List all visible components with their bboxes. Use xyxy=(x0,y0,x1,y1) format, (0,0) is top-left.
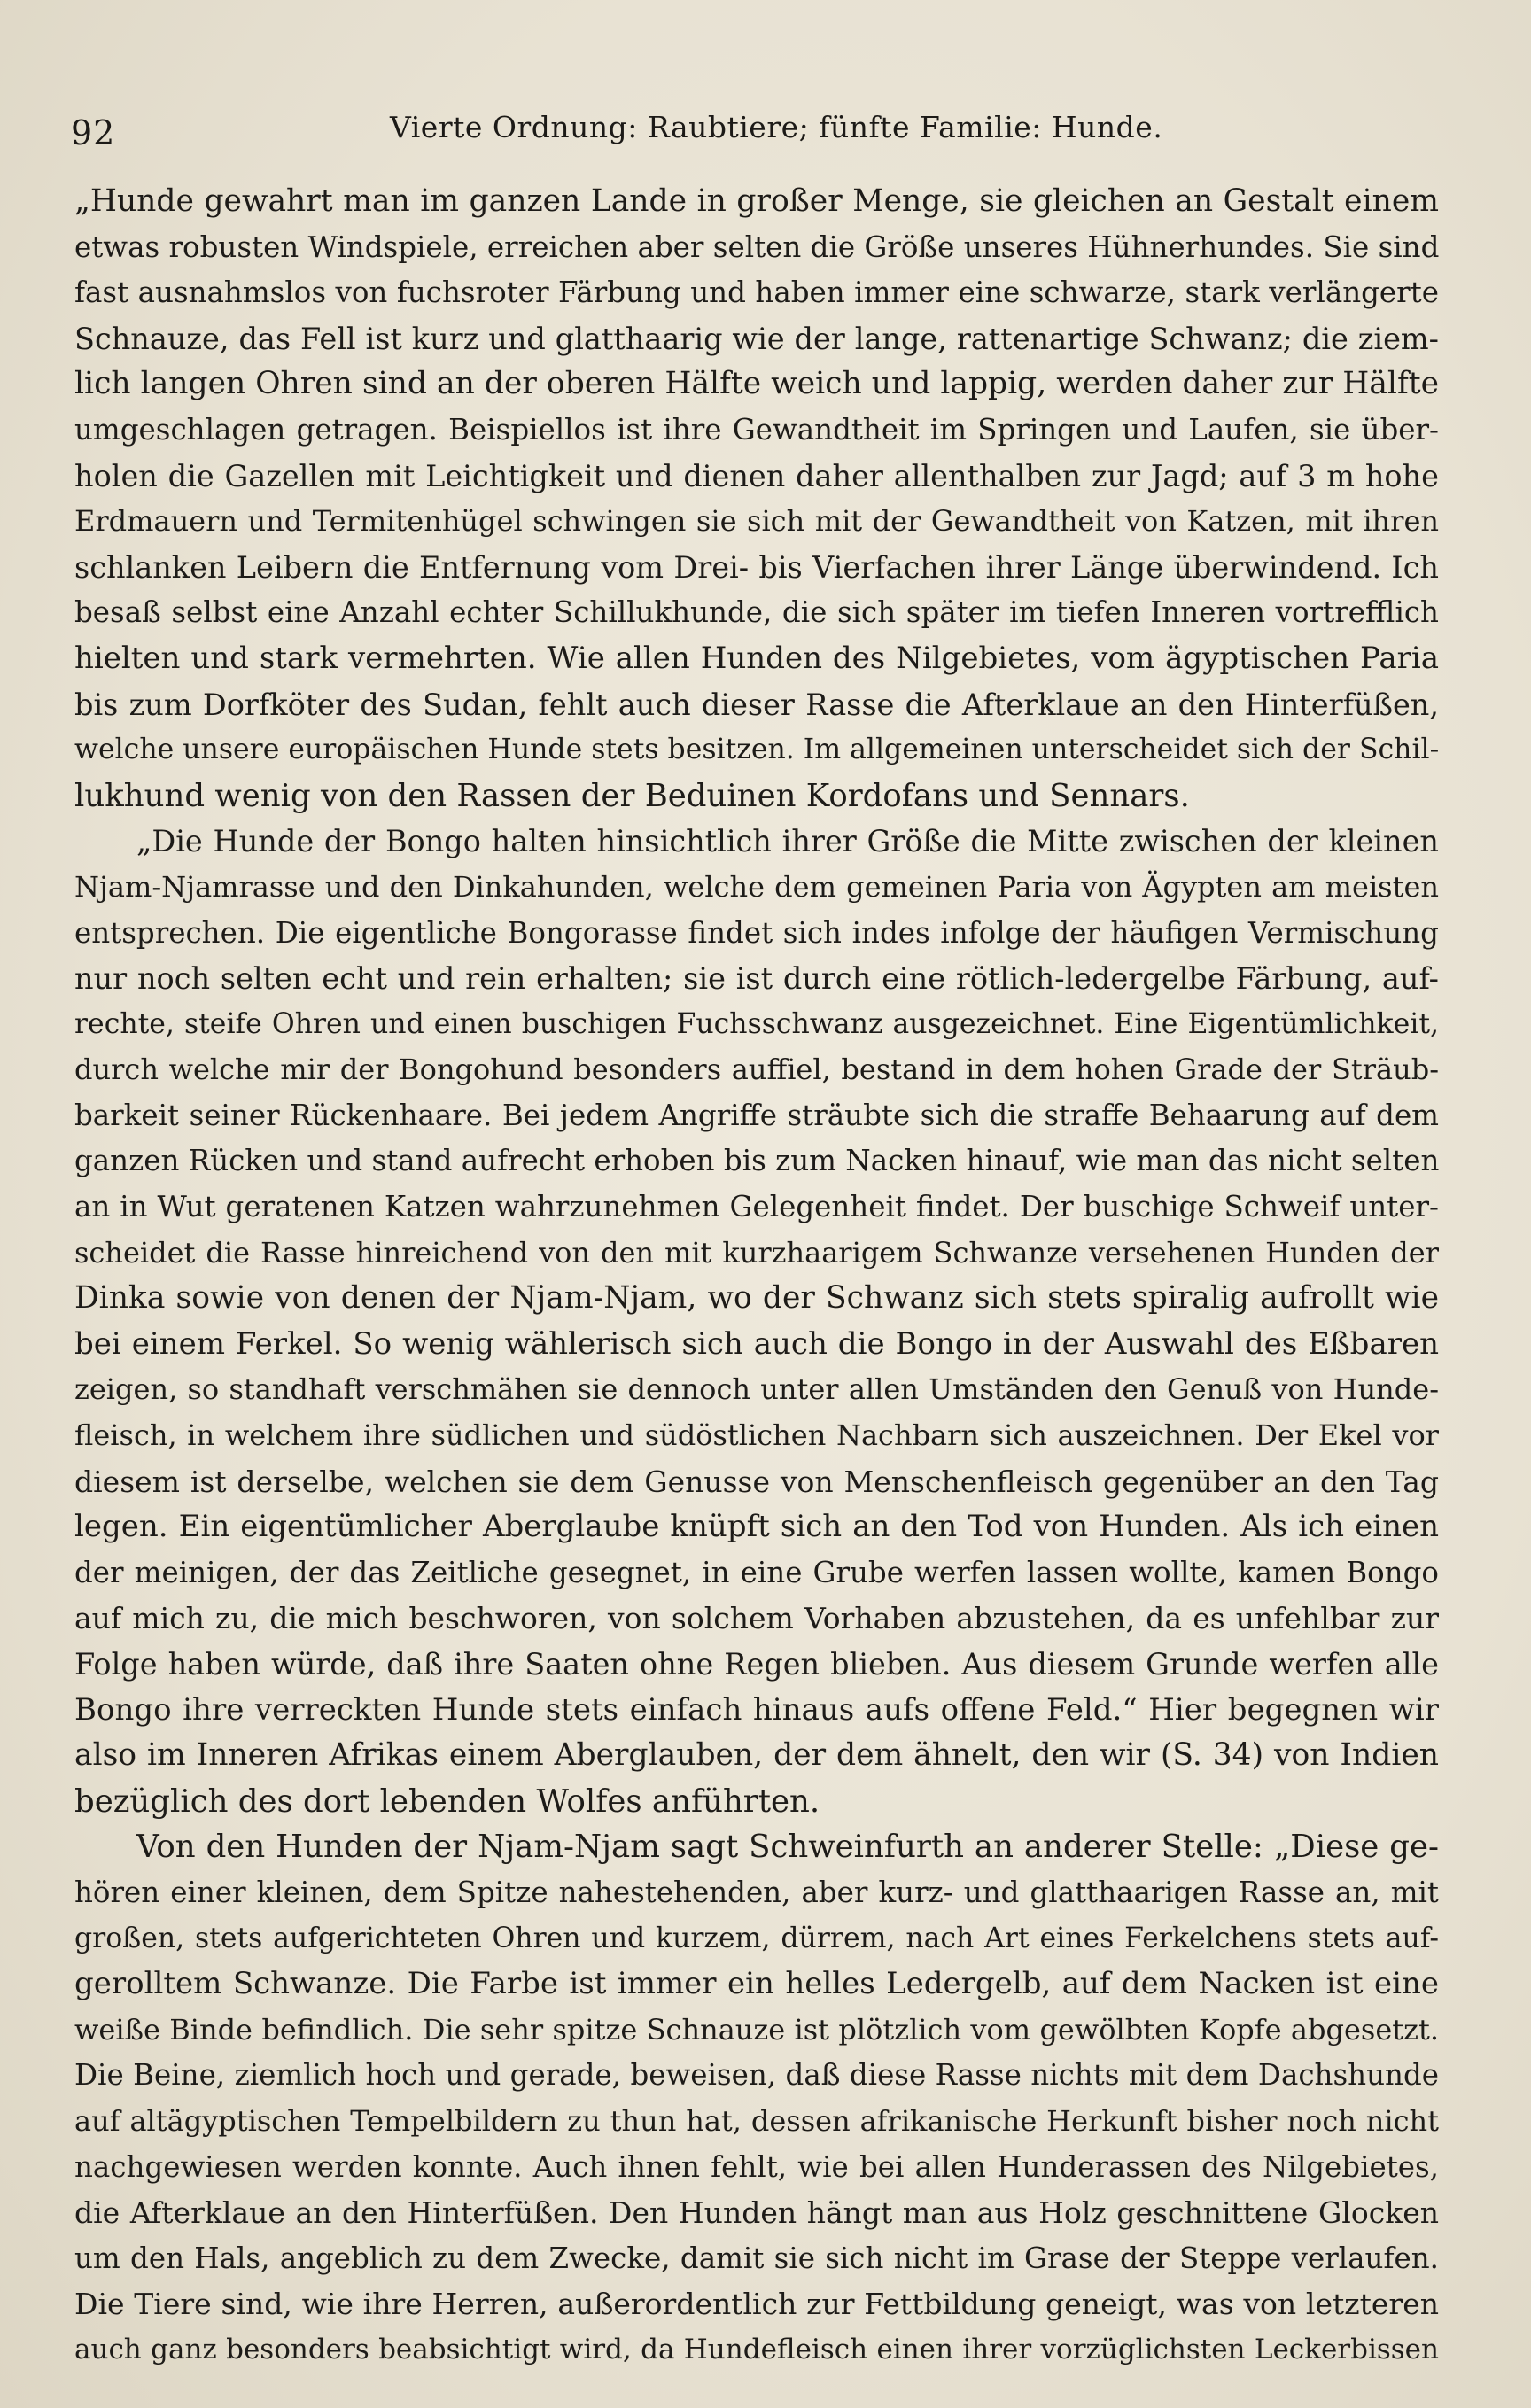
text-line: um den Hals, angeblich zu dem Zwecke, damit sie sich nicht im Grase der Steppe verlaufen. xyxy=(74,2241,1439,2275)
paragraph-njam-njam-dogs xyxy=(74,1824,1439,2373)
paragraph-bongo-dogs xyxy=(74,819,1439,1824)
text-line: ganzen Rücken und stand aufrecht erhoben bis zum Nacken hinauf, wie man das nicht selten xyxy=(74,1144,1439,1178)
text-line: lukhund wenig von den Rassen der Beduinen Kordofans und Sennars. xyxy=(74,777,1190,814)
text-line: „Hunde gewahrt man im ganzen Lande in großer Menge, sie gleichen an Gestalt einem xyxy=(74,183,1439,219)
text-line: scheidet die Rasse hinreichend von den mit kurzhaarigem Schwanze versehenen Hunden der xyxy=(74,1235,1439,1270)
text-line: Schnauze, das Fell ist kurz und glatthaarig wie der lange, rattenartige Schwanz; die ziem- xyxy=(74,321,1439,356)
text-line: Die Beine, ziemlich hoch und gerade, beweisen, daß diese Rasse nichts mit dem Dachshunde xyxy=(74,2058,1439,2093)
text-line: fast ausnahmslos von fuchsroter Färbung und haben immer eine schwarze, stark verlängerte xyxy=(74,276,1439,310)
text-line: weiße Binde befindlich. Die sehr spitze Schnauze ist plötzlich vom gewölbten Kopfe abgesetzt. xyxy=(74,2012,1439,2047)
text-line: schlanken Leibern die Entfernung vom Drei- bis Vierfachen ihrer Länge überwindend. Ich xyxy=(74,549,1439,585)
text-line: bis zum Dorfköter des Sudan, fehlt auch dieser Rasse die Afterklaue an den Hinterfüßen, xyxy=(74,687,1439,722)
text-line: Von den Hunden der Njam-Njam sagt Schweinfurth an anderer Stelle: „Diese ge- xyxy=(136,1829,1439,1866)
text-line: auch ganz besonders beabsichtigt wird, da Hundefleisch einen ihrer vorzüglichsten Leckerbissen xyxy=(74,2333,1439,2365)
text-line: zeigen, so standhaft verschmähen sie dennoch unter allen Umständen den Genuß von Hunde- xyxy=(74,1372,1439,1407)
text-line: gerolltem Schwanze. Die Farbe ist immer ein helles Ledergelb, auf dem Nacken ist eine xyxy=(74,1966,1439,2002)
paragraph-schilluk-dogs xyxy=(74,179,1439,819)
text-line: auf mich zu, die mich beschworen, von solchem Vorhaben abzustehen, da es unfehlbar zur xyxy=(74,1601,1439,1636)
text-line: hielten und stark vermehrten. Wie allen Hunden des Nilgebietes, vom ägyptischen Paria xyxy=(74,640,1439,676)
text-line: entsprechen. Die eigentliche Bongorasse findet sich indes infolge der häufigen Vermischung xyxy=(74,915,1439,950)
body-text xyxy=(74,179,1439,2373)
text-line: diesem ist derselbe, welchen sie dem Genusse von Menschenfleisch gegenüber an den Tag xyxy=(74,1464,1439,1499)
text-line: nachgewiesen werden konnte. Auch ihnen fehlt, wie bei allen Hunderassen des Nilgebietes, xyxy=(74,2149,1439,2184)
text-line: bezüglich des dort lebenden Wolfes anführten. xyxy=(74,1783,820,1820)
text-line: Njam-Njamrasse und den Dinkahunden, welche dem gemeinen Paria von Ägypten am meisten xyxy=(74,869,1439,904)
text-line: etwas robusten Windspiele, erreichen aber selten die Größe unseres Hühnerhundes. Sie sind xyxy=(74,229,1439,264)
running-head: Vierte Ordnung: Raubtiere; fünfte Familie: Hunde. xyxy=(390,110,1163,144)
text-line: Dinka sowie von denen der Njam-Njam, wo der Schwanz sich stets spiralig aufrollt wie xyxy=(74,1280,1439,1317)
text-line: Folge haben würde, daß ihre Saaten ohne Regen blieben. Aus diesem Grunde werfen alle xyxy=(74,1647,1439,1682)
text-line: Die Tiere sind, wie ihre Herren, außerordentlich zur Fettbildung geneigt, was von letzteren xyxy=(74,2287,1439,2322)
text-line: umgeschlagen getragen. Beispiellos ist ihre Gewandtheit im Springen und Laufen, sie über- xyxy=(74,412,1439,447)
text-line: großen, stets aufgerichteten Ohren und kurzem, dürrem, nach Art eines Ferkelchens stets auf- xyxy=(74,1922,1439,1954)
text-line: an in Wut geratenen Katzen wahrzunehmen Gelegenheit findet. Der buschige Schweif unter- xyxy=(74,1190,1439,1224)
text-line: durch welche mir der Bongohund besonders auffiel, bestand in dem hohen Grade der Sträub- xyxy=(74,1053,1439,1087)
text-line: nur noch selten echt und rein erhalten; sie ist durch eine rötlich-ledergelbe Färbung, auf- xyxy=(74,961,1439,997)
text-line: also im Inneren Afrikas einem Aberglauben, der dem ähnelt, den wir (S. 34) von Indien xyxy=(74,1737,1439,1774)
text-line: legen. Ein eigentümlicher Aberglaube knüpft sich an den Tod von Hunden. Als ich einen xyxy=(74,1509,1439,1545)
text-line: bei einem Ferkel. So wenig wählerisch sich auch die Bongo in der Auswahl des Eßbaren xyxy=(74,1325,1439,1362)
page-header xyxy=(71,106,1453,159)
text-line: welche unsere europäischen Hunde stets besitzen. Im allgemeinen unterscheidet sich der Schil- xyxy=(74,734,1439,766)
page-number: 92 xyxy=(71,113,116,152)
text-line: Erdmauern und Termitenhügel schwingen sie sich mit der Gewandtheit von Katzen, mit ihren xyxy=(74,504,1439,539)
text-line: besaß selbst eine Anzahl echter Schillukhunde, die sich später im tiefen Inneren vortrefflich xyxy=(74,595,1439,630)
text-line: barkeit seiner Rückenhaare. Bei jedem Angriffe sträubte sich die straffe Behaarung auf dem xyxy=(74,1098,1439,1132)
text-line: fleisch, in welchem ihre südlichen und südöstlichen Nachbarn sich auszeichnen. Der Ekel vor xyxy=(74,1418,1439,1453)
text-line: „Die Hunde der Bongo halten hinsichtlich ihrer Größe die Mitte zwischen der kleinen xyxy=(136,824,1439,859)
text-line: der meinigen, der das Zeitliche gesegnet, in eine Grube werfen lassen wollte, kamen Bongo xyxy=(74,1555,1439,1589)
text-line: hören einer kleinen, dem Spitze nahestehenden, aber kurz- und glatthaarigen Rasse an, mit xyxy=(74,1875,1439,1909)
text-line: auf altägyptischen Tempelbildern zu thun hat, dessen afrikanische Herkunft bisher noch nicht xyxy=(74,2103,1439,2138)
text-line: Bongo ihre verreckten Hunde stets einfach hinaus aufs offene Feld.“ Hier begegnen wir xyxy=(74,1691,1439,1728)
text-line: rechte, steife Ohren und einen buschigen Fuchsschwanz ausgezeichnet. Eine Eigentümlichkeit, xyxy=(74,1007,1439,1040)
text-line: die Afterklaue an den Hinterfüßen. Den Hunden hängt man aus Holz geschnittene Glocken xyxy=(74,2195,1439,2231)
text-line: holen die Gazellen mit Leichtigkeit und dienen daher allenthalben zur Jagd; auf 3 m hohe xyxy=(74,458,1439,493)
text-line: lich langen Ohren sind an der oberen Hälfte weich und lappig, werden daher zur Hälfte xyxy=(74,366,1439,402)
